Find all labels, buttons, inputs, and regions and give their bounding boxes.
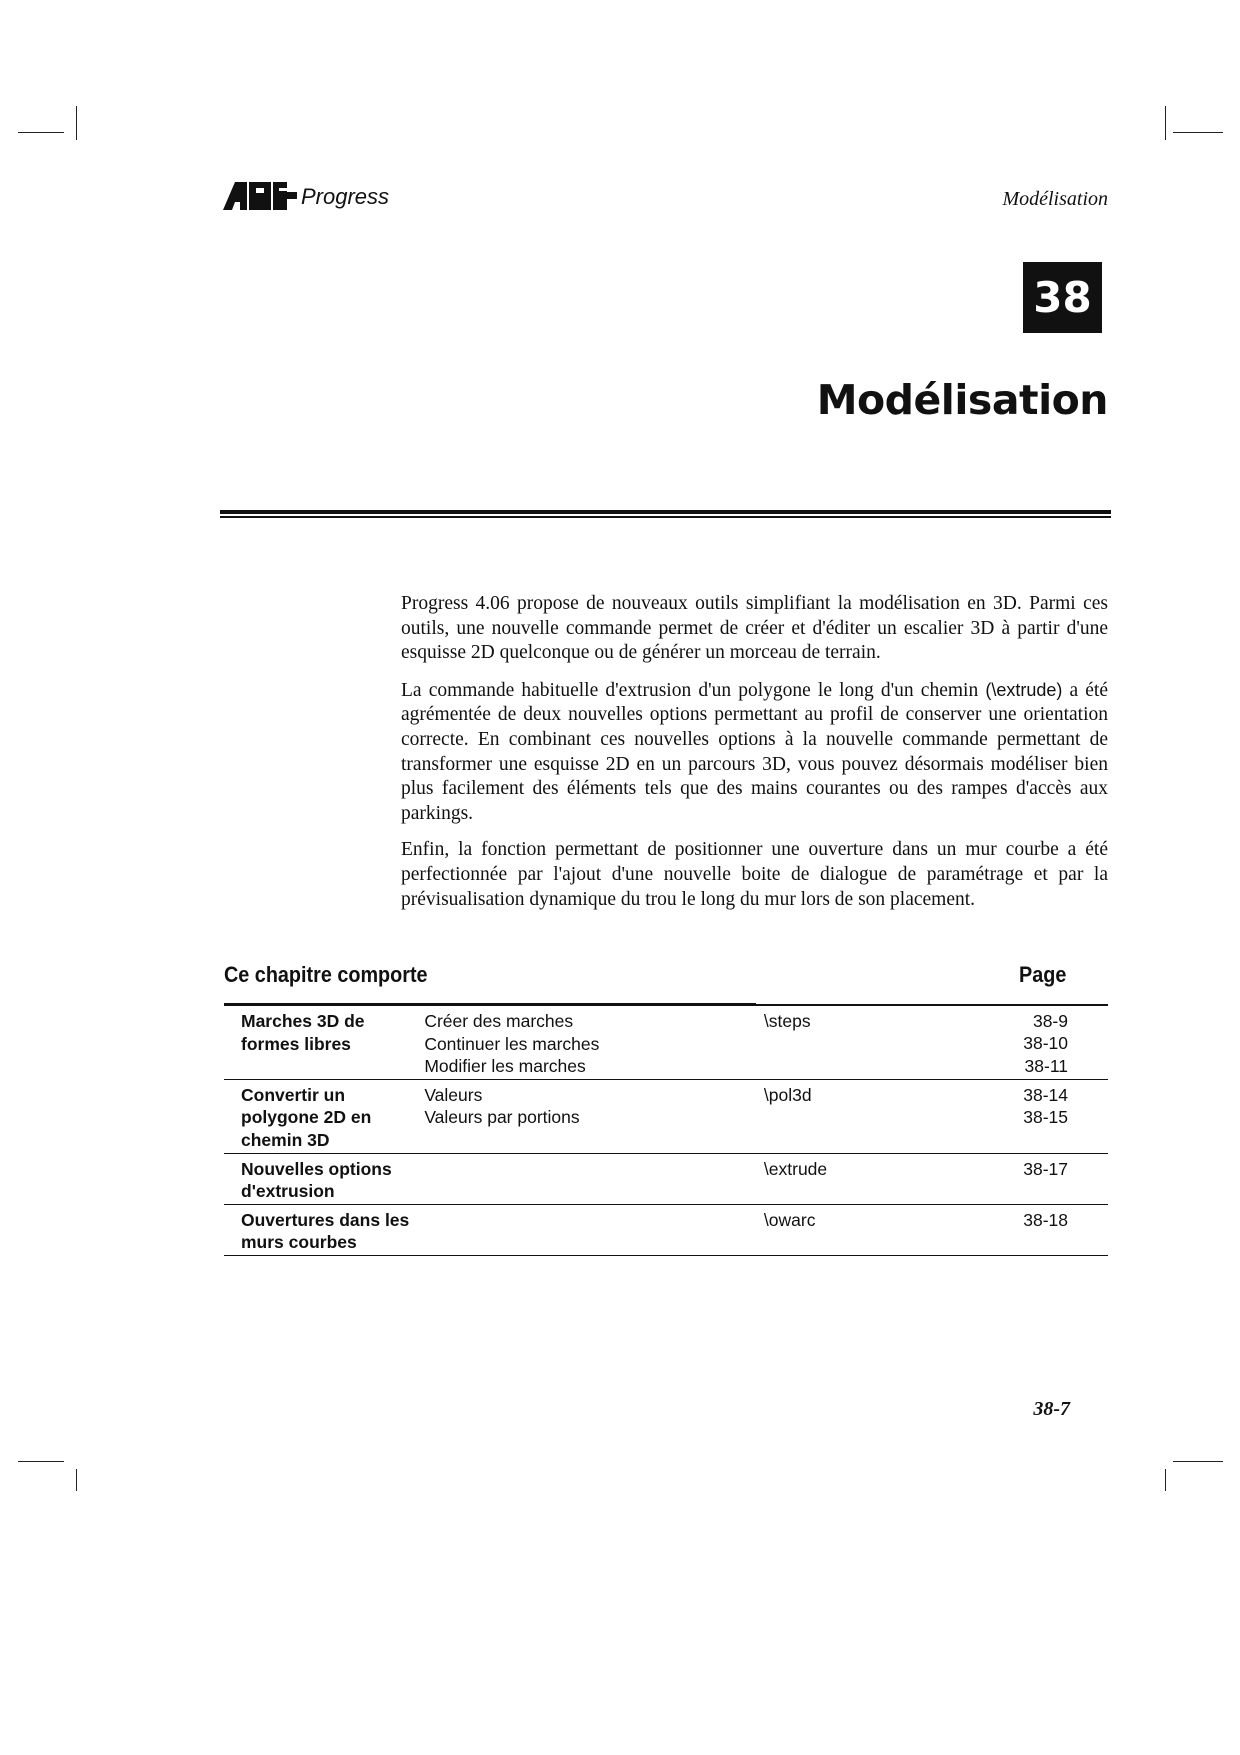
intro-text (401, 592, 1108, 924)
toc-topics-line: Créer des marches (424, 1011, 574, 1031)
toc-section (224, 1153, 424, 1204)
crop-mark (18, 132, 64, 133)
logo-word: Progress (301, 184, 390, 209)
toc-pages (964, 1204, 1108, 1255)
crop-mark (1165, 106, 1166, 140)
toc-section (224, 1005, 424, 1080)
toc-pages-line: 38-18 (1023, 1209, 1068, 1230)
page-number: 38-7 (1033, 1398, 1070, 1420)
toc-pages-line: 38-10 (1023, 1033, 1068, 1054)
toc-section-line: d'extrusion (241, 1181, 335, 1202)
toc-section-line: chemin 3D (241, 1129, 330, 1150)
text: a été agrémentée de deux nouvelles options permettant au profil de conserver une orientation correcte. En combinant ces nouvelles options à la nouvelle commande permettant de transformer une esquisse 2D en un parcours 3D, vous pouvez désormais modéliser bien plus facilement des éléments tels que des mains courantes ou des rampes d'accès aux parkings. (401, 679, 1108, 824)
toc-pages (964, 1079, 1108, 1153)
text: La commande habituelle d'extrusion d'un polygone le long d'un chemin (401, 679, 986, 701)
toc-row (224, 1005, 1108, 1080)
toc-section-line: Convertir un (241, 1084, 346, 1105)
crop-mark (1173, 1461, 1223, 1462)
chapter-title: Modélisation (816, 376, 1108, 424)
toc-section-line: Marches 3D de (241, 1011, 365, 1031)
toc-topics (424, 1005, 755, 1080)
logo (223, 180, 393, 214)
toc-topics (424, 1204, 755, 1255)
toc-section-line: polygone 2D en (241, 1107, 372, 1128)
toc-row (224, 1204, 1108, 1255)
command-name: (\extrude) (985, 679, 1063, 700)
divider (220, 516, 1111, 518)
toc-page-heading: Page (1019, 962, 1067, 987)
toc-section-line: murs courbes (241, 1232, 357, 1253)
toc-heading: Ce chapitre comporte (224, 962, 428, 987)
toc-pages (964, 1005, 1108, 1080)
toc-command: \extrude (755, 1153, 963, 1204)
toc-pages-line: 38-14 (1023, 1084, 1068, 1105)
toc-pages-line: 38-15 (1023, 1107, 1068, 1128)
toc-table (224, 1003, 1108, 1256)
crop-mark (1165, 1469, 1166, 1491)
toc-topics-line: Modifier les marches (424, 1056, 586, 1077)
crop-mark (1173, 132, 1223, 133)
toc-row (224, 1079, 1108, 1153)
toc-command: \steps (755, 1005, 963, 1080)
toc-pages (964, 1153, 1108, 1204)
toc-command: \owarc (755, 1204, 963, 1255)
toc-topics-line: Continuer les marches (424, 1033, 600, 1054)
toc-section-line: formes libres (241, 1033, 351, 1054)
running-title: Modélisation (1002, 188, 1108, 210)
toc-command: \pol3d (755, 1079, 963, 1153)
toc-section (224, 1079, 424, 1153)
paragraph (401, 678, 1108, 827)
crop-mark (18, 1461, 64, 1462)
chapter-number: 38 (1023, 262, 1102, 333)
toc-section (224, 1204, 424, 1255)
crop-mark (76, 1469, 77, 1491)
toc-topics (424, 1153, 755, 1204)
arc-logo-mark (223, 182, 297, 210)
toc-topics (424, 1079, 755, 1153)
paragraph: Enfin, la fonction permettant de positionner une ouverture dans un mur courbe a été perfectionnée par l'ajout d'une nouvelle boite de dialogue de paramétrage et par la prévisualisation dynamique du trou le long du mur lors de son placement. (401, 839, 1108, 910)
toc-section-line: Ouvertures dans les (241, 1209, 410, 1230)
toc-pages-line: 38-17 (1023, 1158, 1068, 1179)
divider (220, 510, 1111, 514)
toc-section-line: Nouvelles options (241, 1158, 392, 1179)
toc-topics-line: Valeurs (424, 1084, 483, 1105)
toc-topics-line: Valeurs par portions (424, 1107, 580, 1128)
crop-mark (76, 106, 77, 140)
toc-row (224, 1153, 1108, 1204)
paragraph: Progress 4.06 propose de nouveaux outils simplifiant la modélisation en 3D. Parmi ces outils, une nouvelle commande permet de créer et d'éditer un escalier 3D à partir d'une esquisse 2D quelconque ou de générer un morceau de terrain. (401, 593, 1108, 664)
toc-pages-line: 38-9 (1032, 1010, 1068, 1031)
toc-pages-line: 38-11 (1024, 1055, 1068, 1076)
